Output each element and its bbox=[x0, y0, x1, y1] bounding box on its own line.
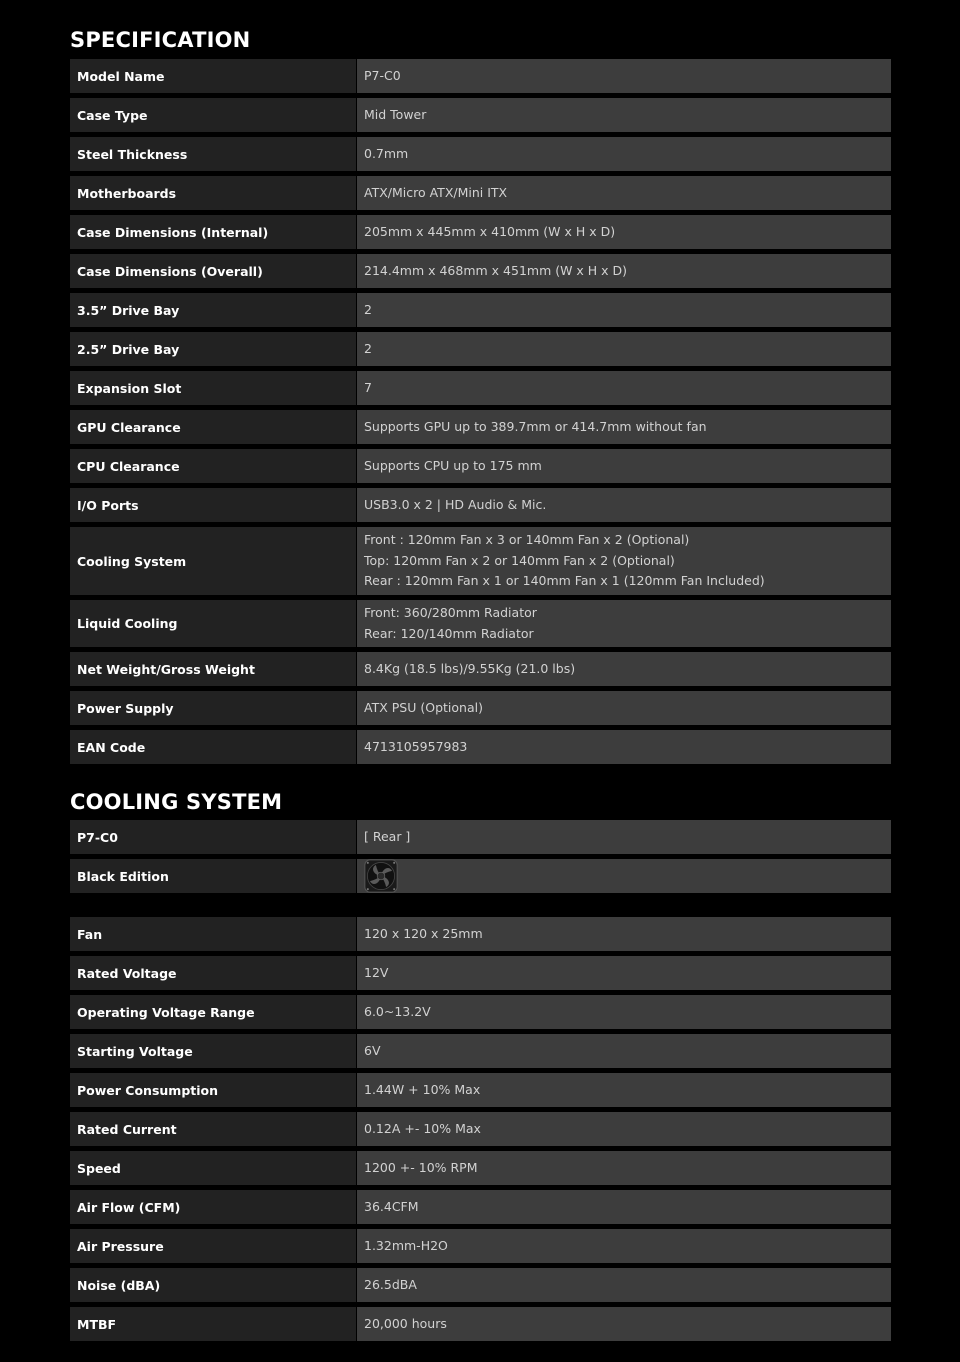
spec-value bbox=[357, 1307, 891, 1341]
spec-value bbox=[357, 1268, 891, 1302]
spec-label: EAN Code bbox=[70, 730, 356, 764]
spec-row-speed bbox=[70, 1151, 891, 1185]
spec-row-cpu-clearance bbox=[70, 449, 891, 483]
spec-value bbox=[357, 995, 891, 1029]
spec-value bbox=[357, 1229, 891, 1263]
spec-row-operating-voltage-range bbox=[70, 995, 891, 1029]
spec-row-black-edition bbox=[70, 859, 891, 893]
spec-value-line: Top: 120mm Fan x 2 or 140mm Fan x 2 (Optional) bbox=[364, 552, 675, 568]
spec-value-line: 2 bbox=[364, 340, 372, 356]
spec-row-mtbf bbox=[70, 1307, 891, 1341]
spec-row-power-consumption bbox=[70, 1073, 891, 1107]
spec-label: Speed bbox=[70, 1151, 356, 1185]
spec-value bbox=[357, 527, 891, 595]
spec-label: Rated Voltage bbox=[70, 956, 356, 990]
spec-label: Power Consumption bbox=[70, 1073, 356, 1107]
spec-value bbox=[357, 59, 891, 93]
spec-row-air-pressure bbox=[70, 1229, 891, 1263]
spec-value bbox=[357, 254, 891, 288]
spec-row-air-flow-cfm bbox=[70, 1190, 891, 1224]
spec-value bbox=[357, 1034, 891, 1068]
spec-row-fan bbox=[70, 917, 891, 951]
spec-row-case-dimensions-internal bbox=[70, 215, 891, 249]
spec-row-3-5-drive-bay bbox=[70, 293, 891, 327]
spec-value-line: 8.4Kg (18.5 lbs)/9.55Kg (21.0 lbs) bbox=[364, 660, 576, 676]
spec-value bbox=[357, 98, 891, 132]
specification-title: SPECIFICATION bbox=[70, 28, 251, 52]
fan-icon bbox=[364, 859, 884, 893]
spec-row-net-weight-gross-weight bbox=[70, 652, 891, 686]
spec-value-line: 1.32mm-H2O bbox=[364, 1237, 448, 1253]
spec-value-line: USB3.0 x 2 | HD Audio & Mic. bbox=[364, 496, 547, 512]
spec-value bbox=[357, 652, 891, 686]
spec-value bbox=[357, 859, 891, 893]
spec-value bbox=[357, 820, 891, 854]
spec-label: GPU Clearance bbox=[70, 410, 356, 444]
spec-row-cooling-system bbox=[70, 527, 891, 595]
spec-label: MTBF bbox=[70, 1307, 356, 1341]
spec-value bbox=[357, 371, 891, 405]
spec-value-line: 6V bbox=[364, 1042, 381, 1058]
spec-row-liquid-cooling bbox=[70, 600, 891, 647]
spec-value bbox=[357, 1151, 891, 1185]
spec-label: Rated Current bbox=[70, 1112, 356, 1146]
spec-row-p7-c0 bbox=[70, 820, 891, 854]
spec-label: Case Type bbox=[70, 98, 356, 132]
spec-value bbox=[357, 293, 891, 327]
spec-value-line: ATX/Micro ATX/Mini ITX bbox=[364, 184, 508, 200]
cooling-system-title: COOLING SYSTEM bbox=[70, 790, 283, 814]
spec-label: Fan bbox=[70, 917, 356, 951]
spec-value bbox=[357, 917, 891, 951]
spec-value-line: 214.4mm x 468mm x 451mm (W x H x D) bbox=[364, 262, 628, 278]
spec-value-line: 1200 +- 10% RPM bbox=[364, 1159, 478, 1175]
spec-value-line: 2 bbox=[364, 301, 372, 317]
spec-label: Liquid Cooling bbox=[70, 600, 356, 647]
spec-value-line: Front: 360/280mm Radiator bbox=[364, 605, 537, 620]
spec-label: 2.5” Drive Bay bbox=[70, 332, 356, 366]
spec-row-gpu-clearance bbox=[70, 410, 891, 444]
spec-row-starting-voltage bbox=[70, 1034, 891, 1068]
spec-label: I/O Ports bbox=[70, 488, 356, 522]
spec-value-line: Supports GPU up to 389.7mm or 414.7mm without fan bbox=[364, 418, 707, 434]
spec-value-line: 0.12A +- 10% Max bbox=[364, 1120, 481, 1136]
spec-label: Power Supply bbox=[70, 691, 356, 725]
spec-row-case-type bbox=[70, 98, 891, 132]
spec-value-line: 20,000 hours bbox=[364, 1315, 447, 1331]
spec-value bbox=[357, 332, 891, 366]
spec-row-noise-dba bbox=[70, 1268, 891, 1302]
spec-row-case-dimensions-overall bbox=[70, 254, 891, 288]
spec-value bbox=[357, 137, 891, 171]
spec-label: CPU Clearance bbox=[70, 449, 356, 483]
spec-value-line: ATX PSU (Optional) bbox=[364, 699, 483, 715]
spec-label: P7-C0 bbox=[70, 820, 356, 854]
spec-value bbox=[357, 691, 891, 725]
spec-label: Noise (dBA) bbox=[70, 1268, 356, 1302]
spec-label: Operating Voltage Range bbox=[70, 995, 356, 1029]
spec-label: Motherboards bbox=[70, 176, 356, 210]
spec-label: Cooling System bbox=[70, 527, 356, 595]
spec-value-line: Rear: 120/140mm Radiator bbox=[364, 625, 534, 641]
spec-value-line: 36.4CFM bbox=[364, 1198, 419, 1214]
spec-row-ean-code bbox=[70, 730, 891, 764]
spec-label: Expansion Slot bbox=[70, 371, 356, 405]
spec-label: Air Flow (CFM) bbox=[70, 1190, 356, 1224]
spec-value bbox=[357, 1073, 891, 1107]
spec-value bbox=[357, 730, 891, 764]
spec-value bbox=[357, 600, 891, 647]
spec-row-power-supply bbox=[70, 691, 891, 725]
spec-label: Net Weight/Gross Weight bbox=[70, 652, 356, 686]
spec-value bbox=[357, 410, 891, 444]
spec-value-line: P7-C0 bbox=[364, 67, 401, 83]
spec-value bbox=[357, 215, 891, 249]
cooling-specs-table bbox=[70, 917, 891, 1346]
spec-row-rated-current bbox=[70, 1112, 891, 1146]
spec-value-line: 7 bbox=[364, 379, 372, 395]
spec-row-expansion-slot bbox=[70, 371, 891, 405]
spec-row-steel-thickness bbox=[70, 137, 891, 171]
spec-row-i-o-ports bbox=[70, 488, 891, 522]
spec-row-motherboards bbox=[70, 176, 891, 210]
spec-value-line: 120 x 120 x 25mm bbox=[364, 925, 483, 941]
spec-value-line: Mid Tower bbox=[364, 106, 427, 122]
spec-value bbox=[357, 488, 891, 522]
spec-value-line: Rear : 120mm Fan x 1 or 140mm Fan x 1 (120mm Fan Included) bbox=[364, 573, 765, 589]
spec-value bbox=[357, 956, 891, 990]
spec-label: Black Edition bbox=[70, 859, 356, 893]
spec-value-line: 0.7mm bbox=[364, 145, 409, 161]
spec-value bbox=[357, 176, 891, 210]
spec-row-2-5-drive-bay bbox=[70, 332, 891, 366]
spec-label: Air Pressure bbox=[70, 1229, 356, 1263]
spec-value-line: 12V bbox=[364, 964, 389, 980]
spec-row-rated-voltage bbox=[70, 956, 891, 990]
spec-value-line: [ Rear ] bbox=[364, 828, 411, 844]
spec-label: Starting Voltage bbox=[70, 1034, 356, 1068]
spec-value-line: 205mm x 445mm x 410mm (W x H x D) bbox=[364, 223, 616, 239]
spec-label: 3.5” Drive Bay bbox=[70, 293, 356, 327]
spec-label: Case Dimensions (Overall) bbox=[70, 254, 356, 288]
spec-value-line: 1.44W + 10% Max bbox=[364, 1081, 481, 1097]
spec-value bbox=[357, 1112, 891, 1146]
spec-value-line: Front : 120mm Fan x 3 or 140mm Fan x 2 (Optional) bbox=[364, 532, 690, 548]
spec-value bbox=[357, 449, 891, 483]
spec-value-line: Supports CPU up to 175 mm bbox=[364, 457, 542, 473]
specification-table bbox=[70, 59, 891, 769]
spec-value-line: 4713105957983 bbox=[364, 738, 468, 754]
spec-row-model-name bbox=[70, 59, 891, 93]
spec-label: Model Name bbox=[70, 59, 356, 93]
spec-label: Steel Thickness bbox=[70, 137, 356, 171]
spec-value-line: 26.5dBA bbox=[364, 1276, 417, 1292]
cooling-header-table bbox=[70, 820, 891, 898]
spec-value-line: 6.0~13.2V bbox=[364, 1003, 431, 1019]
spec-label: Case Dimensions (Internal) bbox=[70, 215, 356, 249]
spec-value bbox=[357, 1190, 891, 1224]
